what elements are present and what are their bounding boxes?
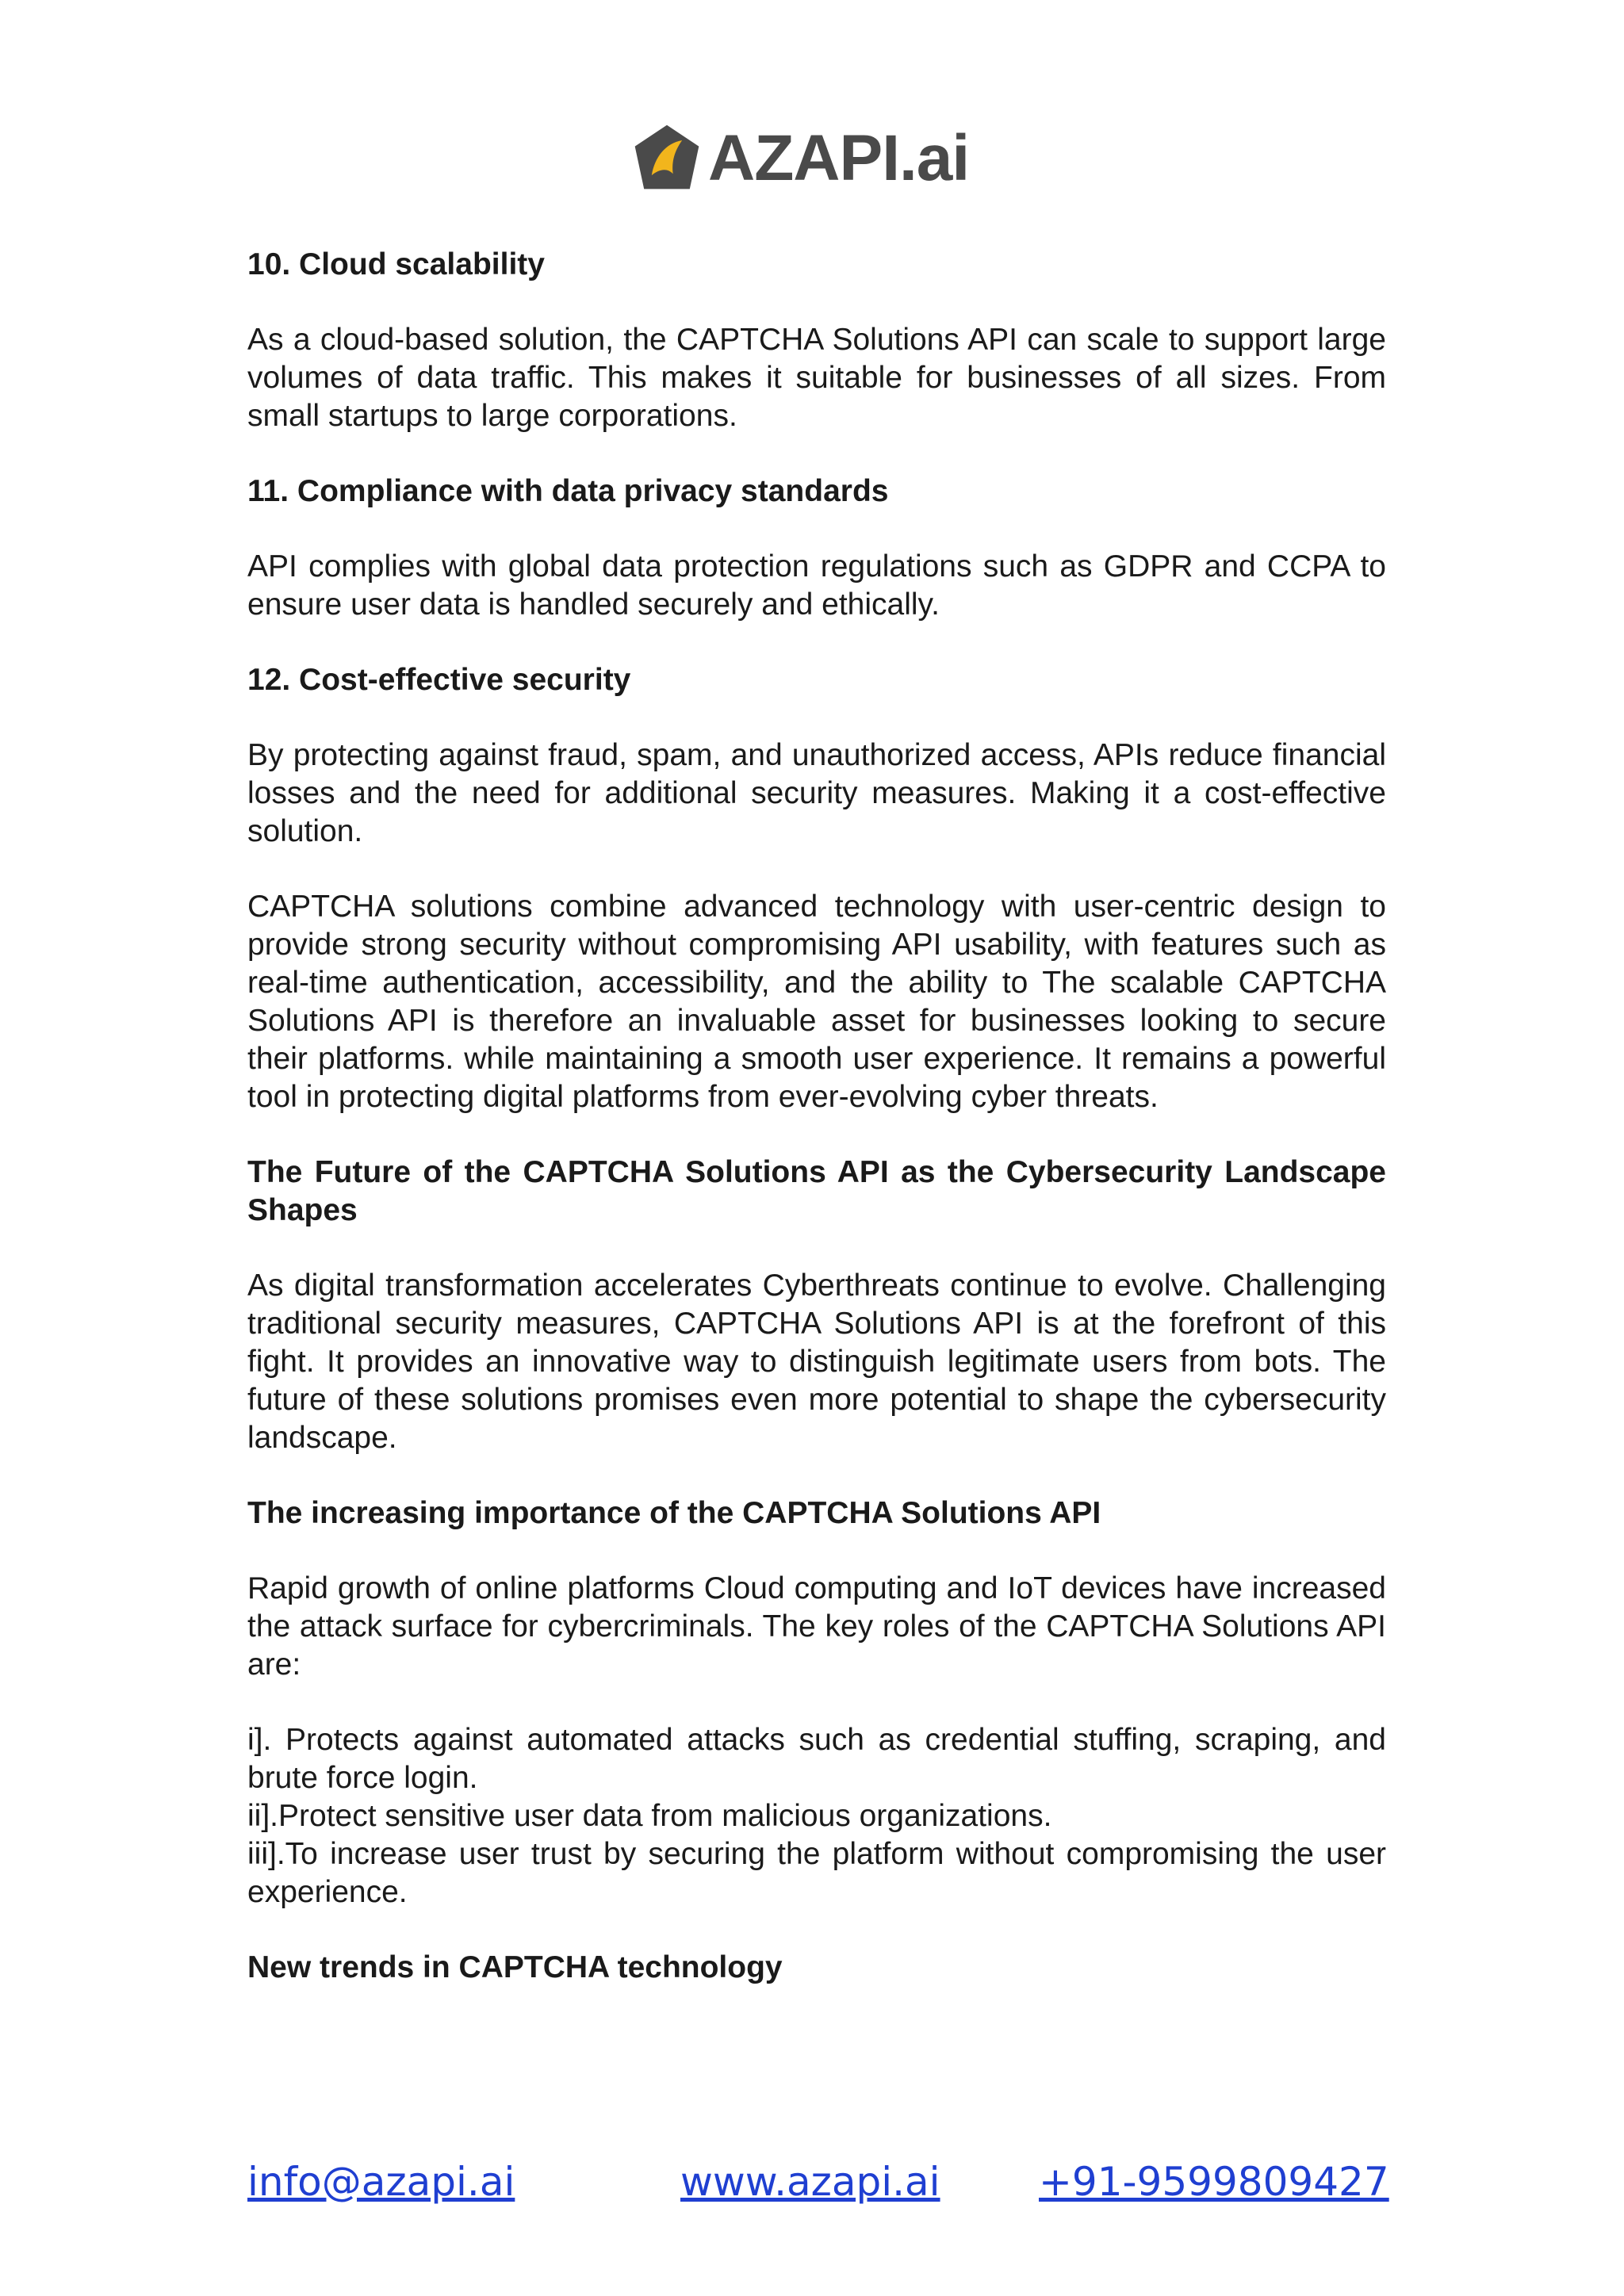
brand-logo (629, 119, 1002, 198)
footer-website-link[interactable]: www.azapi.ai (680, 2159, 940, 2205)
paragraph-summary: CAPTCHA solutions combine advanced technology with user-centric design to provide strong security without compromising API usability, with features such as real-time authentication, accessibility, and the ability to The scalable CAPTCHA Solutions API is therefore an invaluable asset for businesses looking to secure their platforms. while maintaining a smooth user experience. It remains a powerful tool in protecting digital platforms from ever-evolving cyber threats. (247, 890, 1386, 1114)
heading-future: The Future of the CAPTCHA Solutions API as the Cybersecurity Landscape Shapes (247, 1155, 1386, 1227)
document-body (247, 246, 1386, 2024)
paragraph-future: As digital transformation accelerates Cyberthreats continue to evolve. Challenging traditional security measures, CAPTCHA Solutions API is at the forefront of this fight. It provides an innovative way to distinguish legitimate users from bots. The future of these solutions promises even more potential to shape the cybersecurity landscape. (247, 1269, 1386, 1455)
heading-importance: The increasing importance of the CAPTCHA Solutions API (247, 1496, 1101, 1530)
heading-new-trends: New trends in CAPTCHA technology (247, 1950, 783, 1984)
paragraph-importance: Rapid growth of online platforms Cloud computing and IoT devices have increased the attack surface for cybercriminals. The key roles of the CAPTCHA Solutions API are: (247, 1571, 1386, 1682)
footer-phone-link[interactable]: +91-9599809427 (1039, 2159, 1389, 2205)
paragraph-cost-effective: By protecting against fraud, spam, and unauthorized access, APIs reduce financial losses and the need for additional security measures. Making it a cost-effective solution. (247, 738, 1386, 848)
heading-cost-effective: 12. Cost-effective security (247, 663, 631, 697)
page-footer (0, 2156, 1624, 2212)
paragraph-compliance: API complies with global data protection regulations such as GDPR and CCPA to ensure user data is handled securely and ethically. (247, 549, 1386, 622)
brand-name: AZAPI.ai (708, 122, 970, 194)
heading-cloud-scalability: 10. Cloud scalability (247, 247, 545, 281)
key-roles-list (247, 1721, 1386, 1911)
list-item: i]. Protects against automated attacks such as credential stuffing, scraping, and brute force login. (247, 1723, 1386, 1795)
list-item: ii].Protect sensitive user data from malicious organizations. (247, 1799, 1052, 1833)
footer-email-link[interactable]: info@azapi.ai (247, 2159, 515, 2205)
paragraph-cloud-scalability: As a cloud-based solution, the CAPTCHA Solutions API can scale to support large volumes of data traffic. This makes it suitable for businesses of all sizes. From small startups to large corporations. (247, 323, 1386, 433)
heading-compliance: 11. Compliance with data privacy standards (247, 474, 889, 508)
list-item: iii].To increase user trust by securing the platform without compromising the user experience. (247, 1837, 1386, 1909)
azapi-logo-icon (629, 121, 705, 197)
